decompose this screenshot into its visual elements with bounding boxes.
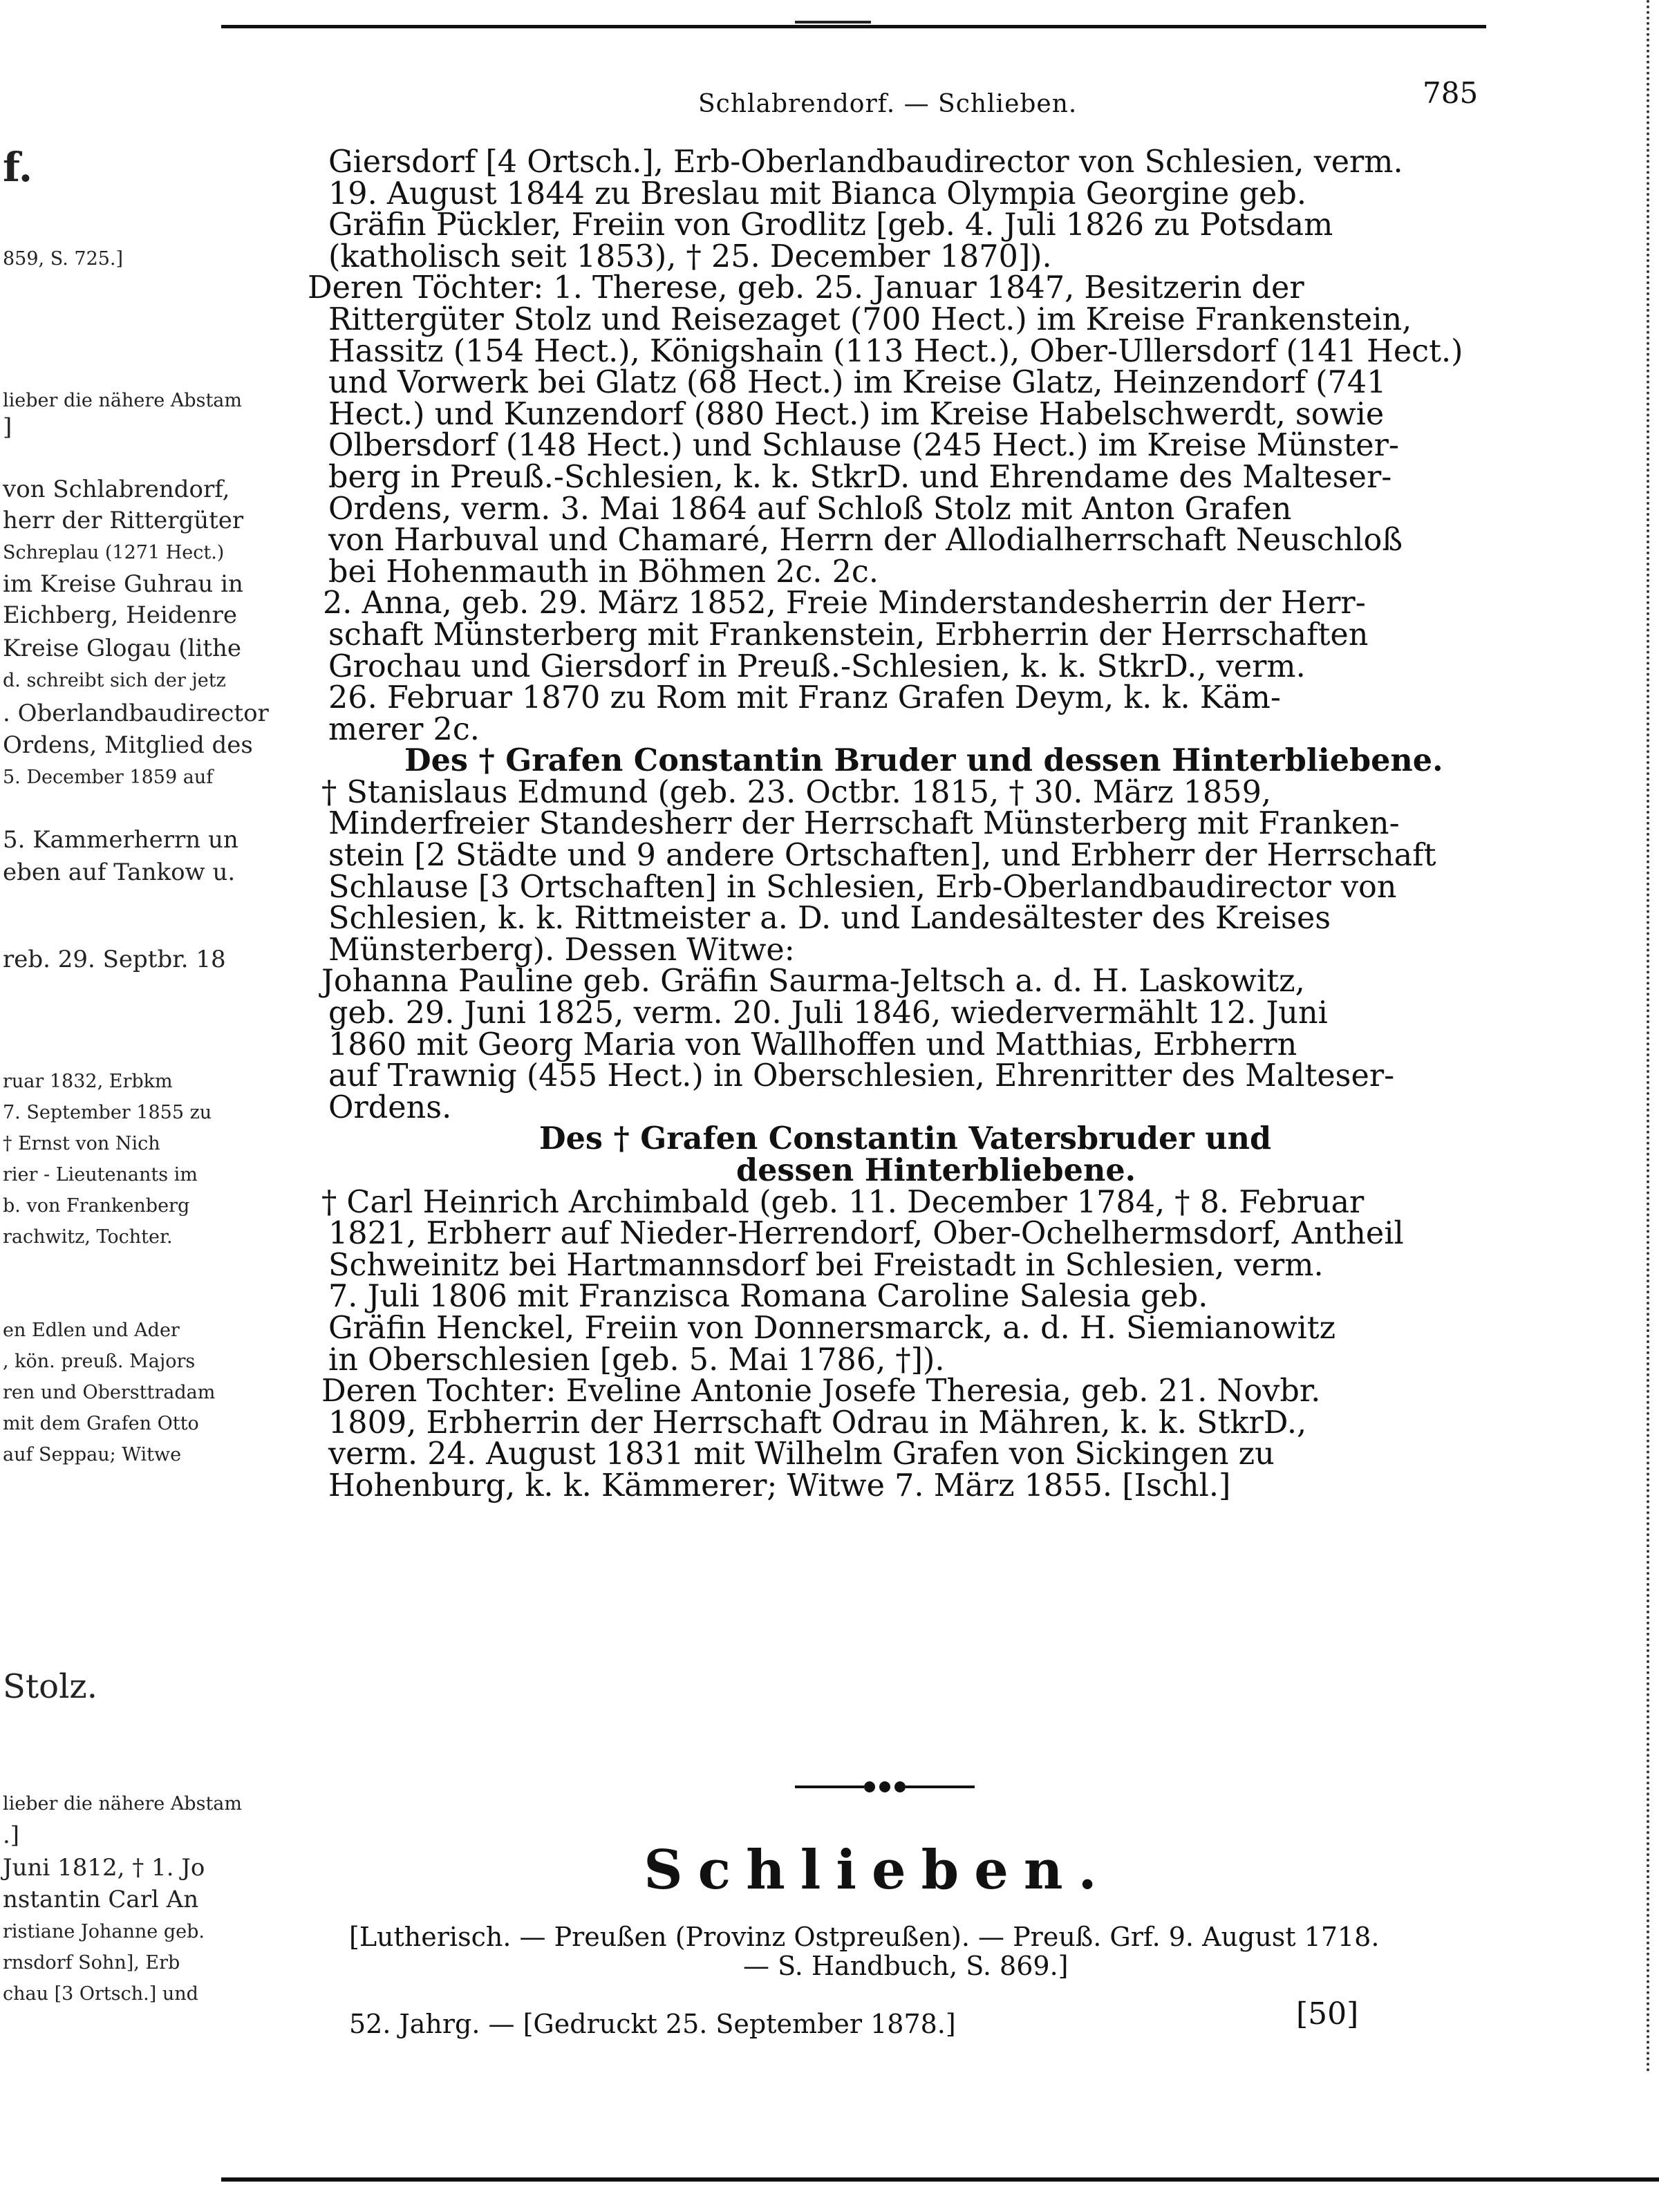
- bottom-rule: [221, 2177, 1659, 2182]
- fragment-line: 7. September 1855 zu: [3, 1102, 212, 1123]
- top-rule: [221, 25, 1486, 28]
- text-line: Gräfin Pückler, Freiin von Grodlitz [geb. 4. Juli 1826 zu Potsdam: [328, 207, 1333, 243]
- text-line: (katholisch seit 1853), † 25. December 1870]).: [328, 238, 1052, 274]
- section-heading: Des † Grafen Constantin Vatersbruder und: [539, 1121, 1272, 1157]
- fragment-line: lieber die nähere Abstam: [3, 390, 242, 411]
- body-text: [308, 144, 1517, 1503]
- text-line: 1860 mit Georg Maria von Wallhoffen und Matthias, Erbherrn: [328, 1027, 1297, 1062]
- text-line: † Carl Heinrich Archimbald (geb. 11. December 1784, † 8. Februar: [321, 1184, 1365, 1220]
- text-line: merer 2c.: [328, 711, 480, 747]
- text-line: 2. Anna, geb. 29. März 1852, Freie Minderstandesherrin der Herr-: [323, 585, 1366, 621]
- fragment-line: eben auf Tankow u.: [3, 859, 236, 886]
- top-rule-fragment: [795, 21, 871, 24]
- text-line: Hohenburg, k. k. Kämmerer; Witwe 7. März 1855. [Ischl.]: [328, 1468, 1231, 1503]
- fragment-line: mit dem Grafen Otto: [3, 1413, 199, 1434]
- text-line: auf Trawnig (455 Hect.) in Oberschlesien, Ehrenritter des Malteser-: [328, 1058, 1395, 1094]
- fragment-line: von Schlabrendorf,: [3, 476, 230, 503]
- fragment-line: rier - Lieutenants im: [3, 1164, 198, 1185]
- text-line: Schlause [3 Ortschaften] in Schlesien, Erb-Oberlandbaudirector von: [328, 869, 1397, 905]
- fragment-line: ruar 1832, Erbkm: [3, 1071, 173, 1092]
- text-line: Deren Töchter: 1. Therese, geb. 25. Januar 1847, Besitzerin der: [308, 270, 1304, 306]
- fragment-line: † Ernst von Nich: [3, 1133, 160, 1154]
- page-number: 785: [1423, 76, 1479, 110]
- fragment-line: rachwitz, Tochter.: [3, 1226, 173, 1248]
- text-line: Münsterberg). Dessen Witwe:: [328, 932, 795, 968]
- fragment-line: herr der Rittergüter: [3, 507, 244, 534]
- fragment-line: .]: [3, 1821, 20, 1849]
- fragment-line: . Oberlandbaudirector: [3, 700, 269, 727]
- text-line: geb. 29. Juni 1825, verm. 20. Juli 1846, wiedervermählt 12. Juni: [328, 995, 1328, 1031]
- ornament-divider: [795, 1780, 975, 1794]
- text-line: † Stanislaus Edmund (geb. 23. Octbr. 1815, † 30. März 1859,: [321, 774, 1272, 810]
- text-line: Rittergüter Stolz und Reisezaget (700 Hect.) im Kreise Frankenstein,: [328, 301, 1412, 337]
- text-line: 7. Juli 1806 mit Franzisca Romana Caroline Salesia geb.: [328, 1279, 1208, 1315]
- text-line: berg in Preuß.-Schlesien, k. k. StkrD. und Ehrendame des Malteser-: [328, 459, 1392, 495]
- text-line: Hect.) und Kunzendorf (880 Hect.) im Kreise Habelschwerdt, sowie: [328, 396, 1385, 432]
- text-line: Ordens, verm. 3. Mai 1864 auf Schloß Stolz mit Anton Grafen: [328, 491, 1292, 527]
- fragment-line: ren und Obersttradam: [3, 1382, 216, 1403]
- section-title: Schlieben.: [644, 1839, 1112, 1902]
- fragment-line: en Edlen und Ader: [3, 1320, 180, 1341]
- text-line: in Oberschlesien [geb. 5. Mai 1786, †]).: [328, 1342, 945, 1378]
- text-line: Deren Tochter: Eveline Antonie Josefe Theresia, geb. 21. Novbr.: [321, 1374, 1321, 1409]
- section-heading: dessen Hinterbliebene.: [736, 1152, 1136, 1188]
- fragment-line: nstantin Carl An: [3, 1886, 199, 1913]
- section-subtitle: [Lutherisch. — Preußen (Provinz Ostpreußen). — Preuß. Grf. 9. August 1718.: [349, 1922, 1380, 1952]
- signature-mark: [50]: [1296, 1996, 1359, 2032]
- section-heading: Des † Grafen Constantin Bruder und dessen Hinterbliebene.: [404, 742, 1443, 779]
- text-line: Schlesien, k. k. Rittmeister a. D. und Landesältester des Kreises: [328, 901, 1331, 937]
- text-line: Johanna Pauline geb. Gräfin Saurma-Jeltsch a. d. H. Laskowitz,: [321, 964, 1305, 1000]
- text-line: 26. Februar 1870 zu Rom mit Franz Grafen Deym, k. k. Käm-: [328, 680, 1281, 716]
- text-line: Olbersdorf (148 Hect.) und Schlause (245 Hect.) im Kreise Münster-: [328, 428, 1399, 464]
- text-line: stein [2 Städte und 9 andere Ortschaften], und Erbherr der Herrschaft: [328, 838, 1436, 874]
- running-title: Schlabrendorf. — Schlieben.: [698, 90, 1078, 118]
- fragment-line: 5. December 1859 auf: [3, 767, 214, 788]
- text-line: Grochau und Giersdorf in Preuß.-Schlesien, k. k. StkrD., verm.: [328, 648, 1306, 684]
- imprint-line: 52. Jahrg. — [Gedruckt 25. September 1878.]: [349, 2009, 956, 2039]
- fragment-line: , kön. preuß. Majors: [3, 1351, 196, 1372]
- fragment-line: Juni 1812, † 1. Jo: [3, 1854, 205, 1882]
- fragment-line: Ordens, Mitglied des: [3, 731, 253, 759]
- fragment-line: b. von Frankenberg: [3, 1195, 190, 1217]
- text-line: 1821, Erbherr auf Nieder-Herrendorf, Ober-Ochelhermsdorf, Antheil: [328, 1216, 1404, 1252]
- fragment-line: Schreplau (1271 Hect.): [3, 542, 225, 563]
- fragment-line: chau [3 Ortsch.] und: [3, 1983, 198, 2005]
- text-line: Giersdorf [4 Ortsch.], Erb-Oberlandbaudirector von Schlesien, verm.: [328, 144, 1403, 180]
- fragment-line: ]: [3, 413, 12, 441]
- fragment-line: d. schreibt sich der jetz: [3, 670, 226, 691]
- text-line: verm. 24. August 1831 mit Wilhelm Grafen von Sickingen zu: [328, 1436, 1275, 1472]
- fragment-line: 859, S. 725.]: [3, 248, 124, 270]
- text-line: Hassitz (154 Hect.), Königshain (113 Hect.), Ober-Ullersdorf (141 Hect.): [328, 333, 1463, 369]
- text-line: Ordens.: [328, 1089, 452, 1125]
- text-line: 1809, Erbherrin der Herrschaft Odrau in Mähren, k. k. StkrD.,: [328, 1405, 1307, 1441]
- fragment-line: f.: [3, 144, 33, 191]
- text-line: und Vorwerk bei Glatz (68 Hect.) im Kreise Glatz, Heinzendorf (741: [328, 365, 1387, 401]
- fragment-line: auf Seppau; Witwe: [3, 1444, 182, 1465]
- section-subtitle-continued: — S. Handbuch, S. 869.]: [743, 1951, 1069, 1981]
- fragment-line: rnsdorf Sohn], Erb: [3, 1952, 180, 1974]
- page-edge: [1647, 0, 1659, 2074]
- text-line: von Harbuval und Chamaré, Herrn der Allodialherrschaft Neuschloß: [328, 523, 1403, 559]
- text-line: Schweinitz bei Hartmannsdorf bei Freistadt in Schlesien, verm.: [328, 1247, 1324, 1283]
- fragment-line: Eichberg, Heidenre: [3, 601, 237, 629]
- text-line: bei Hohenmauth in Böhmen 2c. 2c.: [328, 554, 879, 590]
- fragment-line: im Kreise Guhrau in: [3, 570, 243, 598]
- text-line: Gräfin Henckel, Freiin von Donnersmarck, a. d. H. Siemianowitz: [328, 1310, 1336, 1346]
- fragment-line: Stolz.: [3, 1667, 97, 1706]
- text-line: 19. August 1844 zu Breslau mit Bianca Olympia Georgine geb.: [328, 176, 1306, 212]
- fragment-line: reb. 29. Septbr. 18: [3, 946, 226, 973]
- text-line: Minderfreier Standesherr der Herrschaft Münsterberg mit Franken-: [328, 806, 1400, 842]
- fragment-line: Kreise Glogau (lithe: [3, 635, 241, 662]
- fragment-line: 5. Kammerherrn un: [3, 826, 238, 854]
- fragment-line: ristiane Johanne geb.: [3, 1921, 205, 1942]
- fragment-line: lieber die nähere Abstam: [3, 1793, 242, 1815]
- text-line: schaft Münsterberg mit Frankenstein, Erbherrin der Herrschaften: [328, 617, 1369, 653]
